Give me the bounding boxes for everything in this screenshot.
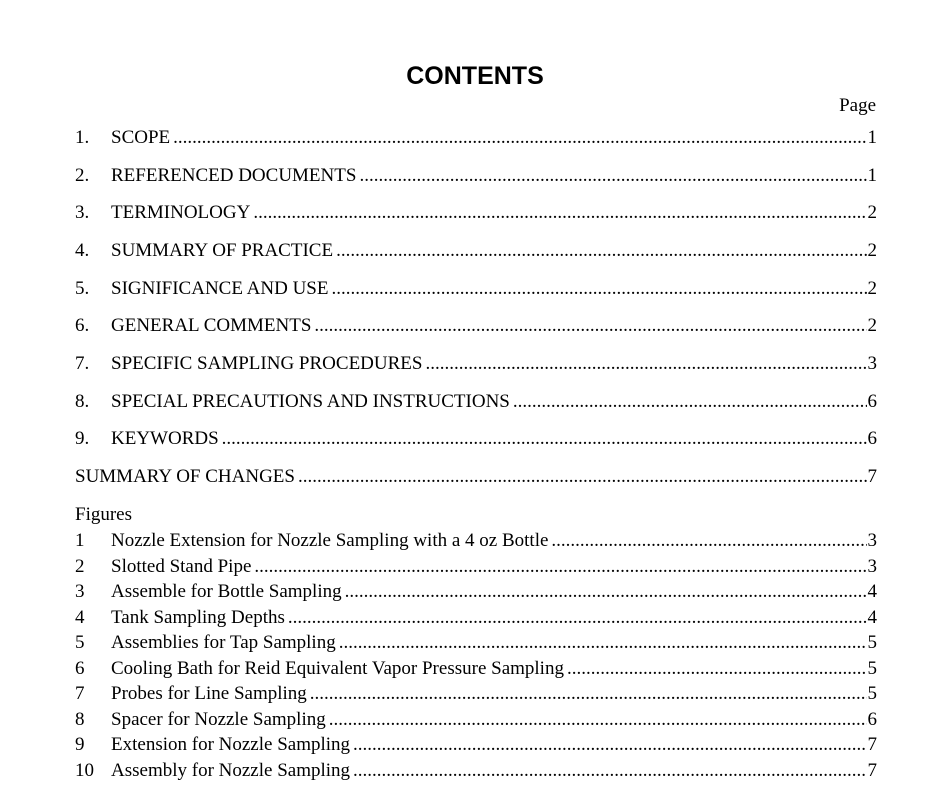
figure-entry-6[interactable] bbox=[75, 658, 877, 682]
entry-label: REFERENCED DOCUMENTS bbox=[111, 165, 357, 186]
entry-label: GENERAL COMMENTS bbox=[111, 315, 312, 336]
entry-label: SCOPE bbox=[111, 127, 171, 148]
entry-number: 8. bbox=[75, 391, 90, 412]
figure-label: Assembly for Nozzle Sampling bbox=[111, 760, 351, 781]
figure-number: 4 bbox=[75, 607, 85, 628]
toc-entry-general-comments[interactable] bbox=[75, 315, 877, 339]
figure-label: Tank Sampling Depths bbox=[111, 607, 285, 628]
figure-page: 7 bbox=[867, 760, 877, 781]
toc-entry-scope[interactable] bbox=[75, 127, 877, 151]
leader-dots bbox=[353, 734, 866, 756]
leader-dots bbox=[551, 530, 866, 552]
figure-entry-10[interactable] bbox=[75, 760, 877, 784]
figure-page: 5 bbox=[867, 658, 877, 679]
toc-entry-summary-of-practice[interactable] bbox=[75, 240, 877, 264]
toc-entry-special-precautions[interactable] bbox=[75, 391, 877, 415]
entry-number: 9. bbox=[75, 428, 90, 449]
entry-page: 6 bbox=[867, 391, 877, 412]
entry-number: 2. bbox=[75, 165, 90, 186]
figure-number: 1 bbox=[75, 530, 85, 551]
entry-page: 2 bbox=[867, 240, 877, 261]
toc-entry-summary-of-changes[interactable] bbox=[75, 466, 877, 490]
toc-entry-specific-sampling-procedures[interactable] bbox=[75, 353, 877, 377]
entry-label: SPECIAL PRECAUTIONS AND INSTRUCTIONS bbox=[111, 391, 510, 412]
figures-header: Figures bbox=[75, 504, 132, 525]
figure-entry-7[interactable] bbox=[75, 683, 877, 707]
entry-label: SUMMARY OF CHANGES bbox=[75, 466, 295, 487]
entry-number: 3. bbox=[75, 202, 90, 223]
leader-dots bbox=[345, 581, 867, 603]
figure-page: 3 bbox=[867, 556, 877, 577]
entry-number: 6. bbox=[75, 315, 90, 336]
leader-dots bbox=[288, 607, 867, 629]
toc-entry-referenced-documents[interactable] bbox=[75, 165, 877, 189]
figure-number: 2 bbox=[75, 556, 85, 577]
toc-entry-terminology[interactable] bbox=[75, 202, 877, 226]
figure-page: 4 bbox=[867, 581, 877, 602]
page-column-header: Page bbox=[839, 95, 876, 116]
leader-dots bbox=[425, 353, 866, 375]
figure-page: 6 bbox=[867, 709, 877, 730]
figure-entry-8[interactable] bbox=[75, 709, 877, 733]
figure-label: Cooling Bath for Reid Equivalent Vapor Pressure Sampling bbox=[111, 658, 564, 679]
leader-dots bbox=[331, 278, 866, 300]
leader-dots bbox=[513, 391, 867, 413]
figure-entry-3[interactable] bbox=[75, 581, 877, 605]
leader-dots bbox=[298, 466, 867, 488]
leader-dots bbox=[253, 202, 866, 224]
figure-number: 5 bbox=[75, 632, 85, 653]
entry-page: 1 bbox=[867, 127, 877, 148]
figure-number: 3 bbox=[75, 581, 85, 602]
figure-page: 5 bbox=[867, 632, 877, 653]
figure-entry-5[interactable] bbox=[75, 632, 877, 656]
figure-label: Assemble for Bottle Sampling bbox=[111, 581, 342, 602]
entry-page: 6 bbox=[867, 428, 877, 449]
entry-label: SUMMARY OF PRACTICE bbox=[111, 240, 334, 261]
entry-page: 2 bbox=[867, 278, 877, 299]
entry-page: 1 bbox=[867, 165, 877, 186]
leader-dots bbox=[310, 683, 867, 705]
page-title: CONTENTS bbox=[406, 62, 544, 90]
figure-entry-2[interactable] bbox=[75, 556, 877, 580]
entry-page: 3 bbox=[867, 353, 877, 374]
figure-number: 10 bbox=[75, 760, 94, 781]
entry-page: 7 bbox=[867, 466, 877, 487]
entry-number: 7. bbox=[75, 353, 90, 374]
figure-number: 6 bbox=[75, 658, 85, 679]
figure-number: 7 bbox=[75, 683, 85, 704]
figure-label: Nozzle Extension for Nozzle Sampling with a 4 oz Bottle bbox=[111, 530, 549, 551]
figure-label: Slotted Stand Pipe bbox=[111, 556, 252, 577]
leader-dots bbox=[359, 165, 866, 187]
entry-page: 2 bbox=[867, 315, 877, 336]
figure-number: 9 bbox=[75, 734, 85, 755]
toc-entry-significance-and-use[interactable] bbox=[75, 278, 877, 302]
toc-entry-keywords[interactable] bbox=[75, 428, 877, 452]
figure-page: 5 bbox=[867, 683, 877, 704]
figure-page: 7 bbox=[867, 734, 877, 755]
figure-entry-4[interactable] bbox=[75, 607, 877, 631]
figure-entry-9[interactable] bbox=[75, 734, 877, 758]
figure-number: 8 bbox=[75, 709, 85, 730]
entry-label: TERMINOLOGY bbox=[111, 202, 251, 223]
figure-entry-1[interactable] bbox=[75, 530, 877, 554]
figure-label: Probes for Line Sampling bbox=[111, 683, 307, 704]
entry-page: 2 bbox=[867, 202, 877, 223]
leader-dots bbox=[339, 632, 867, 654]
figure-page: 3 bbox=[867, 530, 877, 551]
entry-number: 4. bbox=[75, 240, 90, 261]
entry-label: KEYWORDS bbox=[111, 428, 219, 449]
leader-dots bbox=[336, 240, 866, 262]
leader-dots bbox=[353, 760, 866, 782]
leader-dots bbox=[314, 315, 866, 337]
entry-number: 5. bbox=[75, 278, 90, 299]
entry-label: SIGNIFICANCE AND USE bbox=[111, 278, 329, 299]
figure-page: 4 bbox=[867, 607, 877, 628]
leader-dots bbox=[254, 556, 866, 578]
figure-label: Assemblies for Tap Sampling bbox=[111, 632, 336, 653]
figure-label: Spacer for Nozzle Sampling bbox=[111, 709, 326, 730]
leader-dots bbox=[173, 127, 866, 149]
entry-number: 1. bbox=[75, 127, 90, 148]
entry-label: SPECIFIC SAMPLING PROCEDURES bbox=[111, 353, 423, 374]
leader-dots bbox=[567, 658, 867, 680]
figure-label: Extension for Nozzle Sampling bbox=[111, 734, 351, 755]
leader-dots bbox=[329, 709, 867, 731]
leader-dots bbox=[222, 428, 867, 450]
